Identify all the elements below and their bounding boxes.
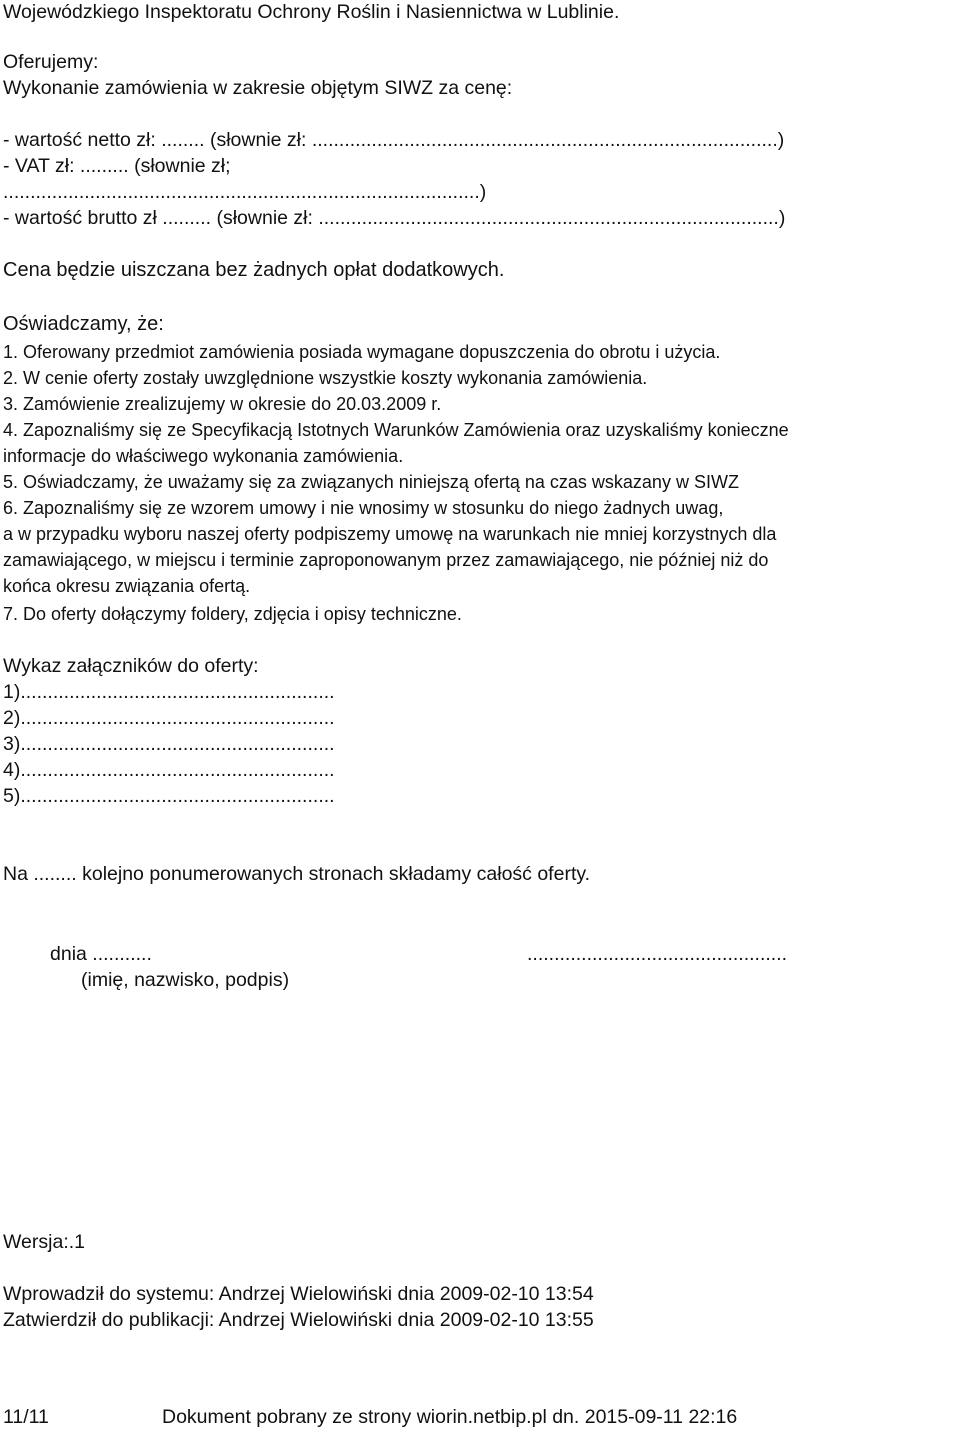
- declaration-item: końca okresu związania ofertą.: [3, 576, 251, 596]
- signature-date: dnia ...........: [50, 943, 152, 965]
- attachment-item: 5)..........................................................: [3, 785, 335, 807]
- attachment-item: 4)..........................................................: [3, 759, 335, 781]
- declarations-heading: Oświadczamy, że:: [3, 313, 164, 335]
- declaration-item: 7. Do oferty dołączymy foldery, zdjęcia i opisy techniczne.: [3, 604, 462, 624]
- declaration-item: zamawiającego, w miejscu i terminie zaproponowanym przez zamawiającego, nie później niż do: [3, 550, 769, 570]
- footer-page-number: 11/11: [3, 1406, 49, 1428]
- audit-entered: Wprowadził do systemu: Andrzej Wielowiński dnia 2009-02-10 13:54: [3, 1283, 594, 1305]
- declaration-item: 1. Oferowany przedmiot zamówienia posiada wymagane dopuszczenia do obrotu i użycia.: [3, 342, 721, 362]
- declaration-item: 5. Oświadczamy, że uważamy się za związanych niniejszą ofertą na czas wskazany w SIWZ: [3, 472, 739, 492]
- offer-intro: Wykonanie zamówienia w zakresie objętym SIWZ za cenę:: [3, 77, 513, 99]
- offer-heading: Oferujemy:: [3, 51, 99, 73]
- pages-count-line: Na ........ kolejno ponumerowanych stronach składamy całość oferty.: [3, 863, 591, 885]
- price-brutto-line: - wartość brutto zł ......... (słownie zł: .....................................................................................): [3, 207, 786, 229]
- price-netto-line: - wartość netto zł: ........ (słownie zł: ......................................................................................): [3, 129, 785, 151]
- no-fees-statement: Cena będzie uiszczana bez żadnych opłat dodatkowych.: [3, 259, 505, 281]
- declaration-item: 6. Zapoznaliśmy się ze wzorem umowy i nie wnosimy w stosunku do niego żadnych uwag,: [3, 498, 724, 518]
- attachment-item: 2)..........................................................: [3, 707, 335, 729]
- header-line: Wojewódzkiego Inspektoratu Ochrony Roślin i Nasiennictwa w Lublinie.: [3, 1, 620, 23]
- price-vat-continuation: ........................................................................................): [3, 181, 487, 203]
- attachment-item: 3)..........................................................: [3, 733, 335, 755]
- version-label: Wersja:.1: [3, 1231, 85, 1253]
- declaration-item: 3. Zamówienie zrealizujemy w okresie do 20.03.2009 r.: [3, 394, 442, 414]
- declaration-item: a w przypadku wyboru naszej oferty podpiszemy umowę na warunkach nie mniej korzystnych dla: [3, 524, 777, 544]
- audit-approved: Zatwierdził do publikacji: Andrzej Wielowiński dnia 2009-02-10 13:55: [3, 1309, 594, 1331]
- price-vat-line: - VAT zł: ......... (słownie zł;: [3, 155, 231, 177]
- attachment-item: 1)..........................................................: [3, 681, 335, 703]
- signature-dots: ................................................: [527, 943, 788, 965]
- declaration-item: informacje do właściwego wykonania zamówienia.: [3, 446, 404, 466]
- signature-caption: (imię, nazwisko, podpis): [81, 969, 290, 991]
- declaration-item: 4. Zapoznaliśmy się ze Specyfikacją Istotnych Warunków Zamówienia oraz uzyskaliśmy konieczne: [3, 420, 789, 440]
- footer-source: Dokument pobrany ze strony wiorin.netbip.pl dn. 2015-09-11 22:16: [162, 1406, 738, 1428]
- declaration-item: 2. W cenie oferty zostały uwzględnione wszystkie koszty wykonania zamówienia.: [3, 368, 648, 388]
- attachments-heading: Wykaz załączników do oferty:: [3, 655, 259, 677]
